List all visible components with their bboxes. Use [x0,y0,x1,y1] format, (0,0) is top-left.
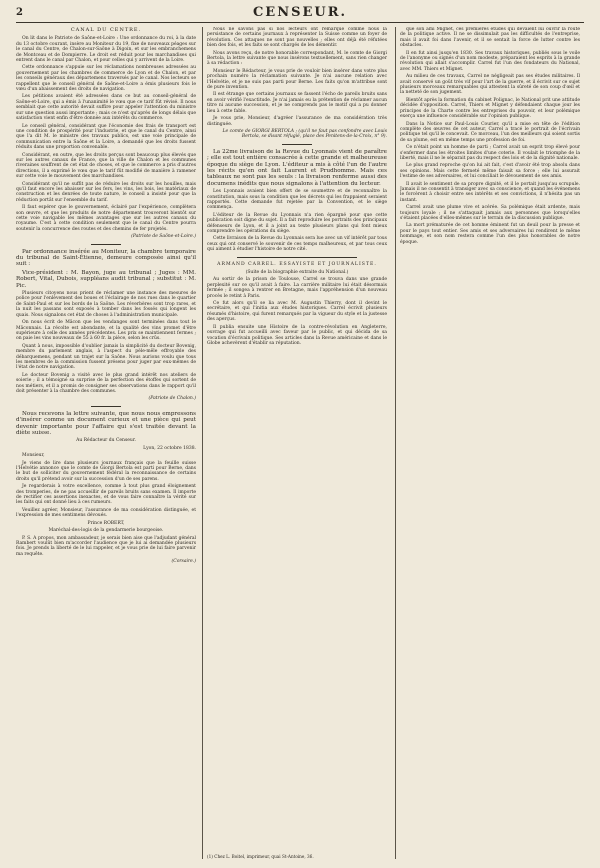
letter-paragraph: Veuillez agréer, Monsieur, l'assurance de ma considération distinguée, et l'expression de mes sentimens dévoués. [16,507,196,519]
section-title: CANAL DU CENTRE. [70,27,142,33]
column-2 [207,27,387,859]
column-1 [16,27,196,859]
letter-paragraph: Je regarderais à votre excellence, comme à tout plus grand éloignement des tromperies, de ne pas accueillir de pareils bruits sans examen. Il importe de rectifier ces assertions inexactes, et de vous faire connaître la vérité sur les faits qui ont donné lieu à ces rumeurs. [16,484,196,506]
article-paragraph: Quant à nous, impossible d'oublier jamais la simplicité du docteur Bovenig, membre du parlement anglais, à l'aspect du pèle-mêle effroyable des débarquemens, pendant un trajet sur la Saône. Nous aurions voulu que tous les membres de la commission fussent présens pour juger par eux-mêmes de l'état de notre navigation. [16,343,196,371]
article-paragraph: Plusieurs citoyens nous prient de réclamer une instance des mesures de police pour l'enlèvement des boues et l'éclairage de nos rues dans le quartier de Saint-Paul et sur les bords de la Saône. Les réverbères sont trop rares, et la nuit les passans sont exposés à tomber dans les fossés qui longent les quais. Nous signalons cet état de choses à l'administration municipale. [16,291,196,318]
section-subtitle: (Suite de la biographie extraite du National.) [245,270,349,276]
article-paragraph: Il est étrange que certains journaux se fassent l'écho de pareils bruits sans en avoir vérifié l'exactitude. Je n'ai jamais eu la prétention de réclamer aucun titre ni aucune succession, et je ne comprends pas le motif qui a pu donner lieu à cette fable. [207,92,387,114]
article-paragraph: Ce fut alors qu'il se lia avec M. Augustin Thierry, dont il devint le secrétaire, et qui l'initia aux études historiques. Carrel écrivit plusieurs résumés d'histoire, qui furent remarqués par la vigueur du style et la justesse des aperçus. [207,301,387,323]
article-paragraph: Considérant qu'il ne suffit pas de réduire les droits sur les houilles, mais qu'il faut encore les abaisser sur les fers, les vins, les bois, les matériaux de construction et les denrées de toute nature, le conseil a insisté pour que la réduction portât sur l'ensemble du tarif. [16,181,196,203]
article-paragraph: Le plus grand reproche qu'on lui ait fait, c'est d'avoir été trop absolu dans ses opinions. Mais cette fermeté même faisait sa force ; elle lui assurait l'estime de ses adversaires, et lui conciliait le dévouement de ses amis. [400,163,580,180]
page-header [16,6,584,23]
article-paragraph: L'éditeur de la Revue du Lyonnais n'a rien épargné pour que cette publication soit digne du sujet. Il a fait reproduire les portraits des principaux défenseurs de Lyon, et il a joint au texte plusieurs plans qui font mieux comprendre les opérations du siège. [207,212,387,234]
letter-paragraph: Je viens de lire dans plusieurs journaux français que la feuille suisse l'Helvétie annonce que le comte de Giorgi Bertola est parti pour Berne, dans le but de solliciter du gouvernement fédéral la reconnaissance de certains droits qu'il prétend avoir sur la succession d'un de ses parens. [16,460,196,482]
article-paragraph: Il publia ensuite une Histoire de la contre-révolution en Angleterre, ouvrage qui fut accueilli avec faveur par le public, et qui décida de sa vocation d'écrivain politique. Ses articles dans la Revue américaine et dans le Globe achevèrent d'établir sa réputation. [207,324,387,346]
article-paragraph: Cette livraison de la Revue du Lyonnais sera lue avec un vif intérêt par tous ceux qui ont conservé le souvenir de ces temps malheureux, et par tous ceux qui aiment à étudier l'histoire de notre cité. [207,236,387,253]
page-number: 2 [16,7,23,18]
footnote: (1) Chez L. Boitel, imprimeur, quai St-Antoine, 36. [207,854,314,859]
article-paragraph: Monsieur le Rédacteur, je vous prie de vouloir bien insérer dans votre plus prochain numéro la réclamation suivante. Je n'ai aucune relation avec l'Helvétie, et je ne suis pas parti pour Berne. Les faits qu'on m'attribue sont de pure invention. [207,68,387,91]
article-paragraph: Dans la Notice sur Paul-Louis Courier, qu'il a mise en tête de l'édition complète des œuvres de cet auteur, Carrel a tracé le portrait de l'écrivain politique tel qu'il le concevait. Ce morceau, l'un des meilleurs qui soient sortis de sa plume, est en même temps une profession de foi. [400,121,580,143]
separator [91,406,121,407]
article-paragraph: Je vous prie, Monsieur, d'agréer l'assurance de ma considération très distinguée. [207,116,387,127]
source-attribution: (Patriote de Saône-et-Loire.) [131,234,196,240]
masthead-title: CENSEUR. [252,5,348,20]
article-paragraph: Il avait le sentiment de sa propre dignité, et il le portait jusqu'au scrupule. Jamais il ne consentit à transiger avec sa conscience, et quand les événemens le forcèrent à choisir entre ses intérêts et ses convictions, il n'hésita pas un instant. [400,181,580,203]
letter-signature-title: Maréchal-des-logis de la gendarmerie bourgeoise. [48,528,164,534]
article-paragraph: Les Lyonnais avaient bien offert de se soumettre et de reconnaître la constitution, mais sous la condition que les décrets qui les frappaient seraient rapportés. Cette demande fut rejetée par la Convention, et le siège commença. [207,189,387,211]
letter-date: Lyon, 22 octobre 1838. [143,445,196,451]
article-paragraph: Ce n'était point un homme de parti ; Carrel avait un esprit trop élevé pour s'enfermer dans les étroites limites d'une coterie. Il voulait le triomphe de la liberté, mais il ne le séparait pas du respect des lois et de la dignité nationale. [400,145,580,161]
column-3 [400,27,580,859]
article-paragraph: Cette ordonnance s'appuie sur les réclamations nombreuses adressées au gouvernement par les chambres de commerce de Lyon et de Chalon, et par les conseils généraux des départemens traversés par le canal. Nos lecteurs se rappellent que le conseil général de Saône-et-Loire a émis plusieurs fois le vœu d'un abaissement des droits de navigation. [16,65,196,93]
section-title: ARMAND CARREL. ESSAYISTE ET JOURNALISTE. [217,261,377,267]
article-paragraph: Nous avons reçu, de notre honorable correspondant, M. le comte de Giorgi Bertola, la lettre suivante que nous insérons textuellement, sans rien changer à sa rédaction : [207,50,387,67]
article-paragraph: Le conseil général, considérant que l'économie des frais de transport est une condition de prospérité pour l'industrie, et que le canal du Centre, ainsi que l'a dit M. le ministre des travaux publics, est une voie principale de communication entre la Saône et la Loire, a demandé que les droits fussent réduits dans une proportion convenable. [16,123,196,151]
letter-signature: Le comte de GIORGI BERTOLA ; (qu'il ne faut pas confondre avec Louis Bertola, se disant réfugié, place des Penitens-de-la-Croix, n° 9). [222,128,387,140]
letter-title: Au Rédacteur du Censeur. [76,438,136,444]
newspaper-page [16,6,584,862]
letter-salutation: Monsieur, [22,453,45,459]
source-attribution: (Patriote de Chalon.) [148,396,196,402]
lead-paragraph: Par ordonnance insérée au Moniteur, la chambre temporaire du tribunal de Saint-Étienne, demeure composée ainsi qu'il suit : [16,248,196,268]
article-paragraph: On lit dans le Patriote de Saône-et-Loire : Une ordonnance du roi, à la date du 13 octobre courant, insère au Moniteur du 19, fixe de nouveaux péages sur le canal du Centre, de Chalon-sur-Saône à Digoin, et sur les embranchemens de Montceau et de Dompierre. Le droit est réduit pour les marchandises qui entrent dans le canal par Chalon, et pour celles qui y arrivent de la Loire. [16,36,196,64]
lead-paragraph: Nous recevons la lettre suivante, que nous nous empressons d'insérer comme un document curieux et une pièce qui peut devenir importante pour l'affaire qui s'est traitée devant la diète suisse. [16,410,196,436]
article-paragraph: Carrel avait une plume vive et acérée. Sa polémique était ardente, mais toujours loyale ; il ne s'attaquait jamais aux personnes que lorsqu'elles s'étaient placées d'elles-mêmes sur le terrain de la discussion publique. [400,205,580,221]
article-paragraph: Au milieu de ces travaux, Carrel ne négligeait pas ses études militaires. Il avait conservé un goût très vif pour l'art de la guerre, et il écrivit sur ce sujet plusieurs morceaux remarquables qui attestent la sûreté de son coup d'œil et la netteté de son jugement. [400,74,580,96]
article-paragraph: La mort prématurée de cet homme éminent fut un deuil pour la presse et pour le pays tout entier. Ses amis et ses adversaires lui rendirent le même hommage, et son nom restera comme l'un des plus honorables de notre époque. [400,223,580,245]
article-paragraph: que son ami Mignet, ces premières études qui devaient lui ouvrir la route de la politique active. Il ne se dissimulait pas les difficultés de l'entreprise, mais il avait foi dans l'avenir, et il se sentait la force de lutter contre les obstacles. [400,27,580,49]
separator [282,144,312,145]
separator [91,244,121,245]
article-paragraph: Il en fut ainsi jusqu'en 1830. Ses travaux historiques, publiés sous le voile de l'anonyme ou signés d'un nom modeste, préparaient les esprits à la grande révolution qui allait s'accomplir. Carrel fut l'un des fondateurs du National, avec MM. Thiers et Mignet. [400,50,580,72]
article-paragraph: Nous ne savons pas si nos lecteurs ont remarqué comme nous la persistance de certains journaux à représenter la Suisse comme un foyer de révolution. Ces attaques ne sont pas nouvelles ; elles ont déjà été réfutées bien des fois, et les faits se sont chargés de les démentir. [207,27,387,49]
letter-signature: Prince ROBERT, [87,520,125,526]
postscript: P. S. A propos, mon ambassadeur, je serais bien aise que l'adjudant général Rambert voulût bien m'accorder l'audience que je lui ai demandée plusieurs fois. Je prends la liberté de le lui rappeler, et je vous prie de lui faire parvenir ma requête. [16,535,196,557]
article-paragraph: Il faut espérer que le gouvernement, éclairé par l'expérience, complètera son œuvre, et que les produits de notre département trouveront bientôt sur cette voie navigable les mêmes avantages que sur les autres canaux du royaume. C'est à cette condition seulement que le canal du Centre pourra soutenir la concurrence des routes et des chemins de fer projetés. [16,205,196,232]
article-paragraph: Le docteur Bovenig a visité avec le plus grand intérêt nos ateliers de soierie ; il a témoigné sa surprise de la perfection des étoffes qui sortent de nos métiers, et il a promis de consigner ses observations dans le rapport qu'il doit présenter à la chambre des communes. [16,372,196,394]
lead-paragraph: Vice-président : M. Bayon, juge au tribunal ; Juges : MM. Robert, Vital, Dubois, suppléans audit tribunal ; substitut : M. Pic. [16,269,196,289]
article-paragraph: Bientôt après la formation du cabinet Polignac, le National prit une attitude décidée d'opposition. Carrel, Thiers et Mignet y défendaient chaque jour les principes de la Charte contre les entreprises du pouvoir, et leur polémique exerça une influence considérable sur l'opinion publique. [400,97,580,120]
article-paragraph: Au sortir de la prison de Toulouse, Carrel se trouva dans une grande perplexité sur ce qu'il avait à faire. La carrière militaire lui était désormais fermée ; il songea à rentrer en Bretagne, mais l'appréhension d'un nouveau procès le retint à Paris. [207,277,387,299]
source-attribution: (Corsaire.) [171,559,196,565]
article-paragraph: On nous écrit de Mâcon que les vendanges sont terminées dans tout le Mâconnais. La récolte est abondante, et la qualité des vins promet d'être supérieure à celle des années précédentes. Les prix se maintiennent fermes ; on paie les vins nouveaux de 55 à 60 fr. la pièce, selon les crûs. [16,320,196,342]
lead-paragraph: La 22me livraison de la Revue du Lyonnais vient de paraître ; elle est tout entière consacrée à cette grande et malheureuse époque du siège de Lyon. L'éditeur a mis à côté l'un de l'autre les récits qu'en ont fait Laurent et Prudhomme. Mais ces tableaux ne sont pas les seuls : la livraison renferme aussi des documens inédits que nous signalons à l'attention du lecteur. [207,148,387,187]
article-paragraph: Les pétitions avaient été adressées dans ce but au conseil-général de Saône-et-Loire, qui a émis à l'unanimité le vœu que ce tarif fût révisé. Il nous semblait que cette autorité devait suffire pour appeler l'attention du ministre sur une question aussi importante ; mais ce n'est qu'après de longs délais que satisfaction vient enfin d'être donnée aux intérêts du commerce. [16,94,196,122]
column-rule [202,27,203,859]
separator [237,257,357,258]
column-rule [395,27,396,859]
article-paragraph: Considérant, en outre, que les droits perçus sont beaucoup plus élevés que sur les autres canaux de France, que la ville de Chalon et les communes riveraines souffrent de cet état de choses, et que le commerce a pris d'autres directions, il a exprimé le vœu que le tarif fût modifié de manière à ramener sur cette voie le mouvement des marchandises. [16,152,196,180]
